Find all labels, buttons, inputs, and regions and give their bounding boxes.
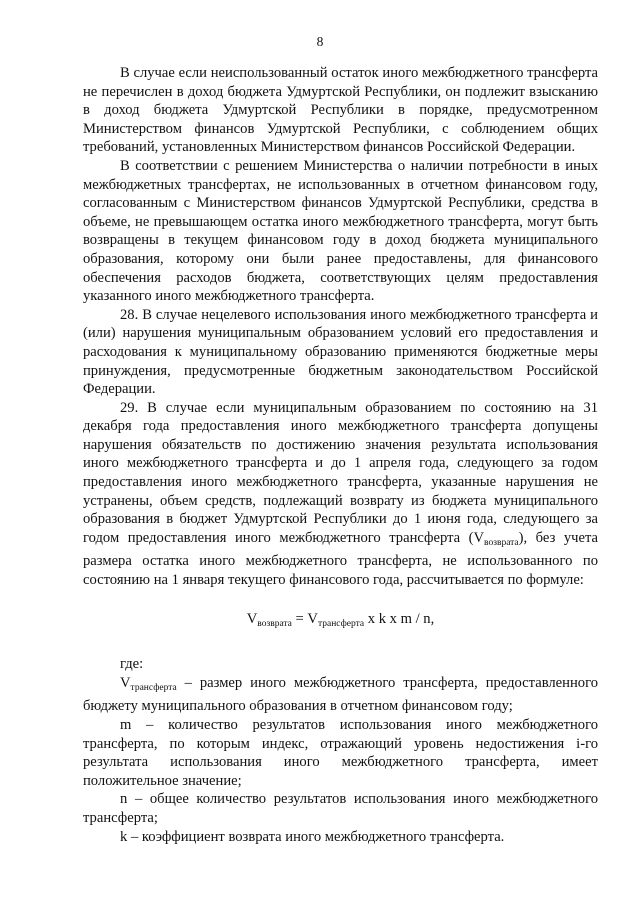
definition-v-sub: трансферта bbox=[130, 682, 177, 693]
page-number: 8 bbox=[316, 34, 324, 49]
paragraph-unused-balance: В случае если неиспользованный остаток иного межбюджетного трансферта не перечислен в доход бюджета Удмуртской Республики, он подлежит взысканию в доход бюджета Удмуртской Республики в порядке, предусмотренном Министерством финансов Удмуртской Республики, с соблюдением общих требований, установленных Министерством финансов Российской Федерации. bbox=[83, 65, 598, 156]
paragraph-ministry-decision: В соответствии с решением Министерства о наличии потребности в иных межбюджетных трансфертах, не использованных в отчетном финансовом году, согласованным с Министерством финансов Удмуртской Республики, средства в объеме, не превышающем остатка иного межбюджетного трансферта, могут быть возвращены в текущем финансовом году в доход бюджета муниципального образования, которому они были ранее предоставлены, для финансового обеспечения расходов бюджета, соответствующих целям предоставления указанного иного межбюджетного трансферта. bbox=[83, 157, 598, 305]
where-label: где: bbox=[120, 656, 144, 673]
document-body bbox=[83, 64, 598, 846]
formula-rhs-sub: трансферта bbox=[317, 618, 365, 629]
formula-rest: x k x m / n, bbox=[364, 610, 435, 627]
paragraph-28: 28. В случае нецелевого использования иного межбюджетного трансферта и (или) нарушения муниципальным образованием условий его предоставления и расходования к муниципальному образованию применяются бюджетные меры принуждения, предусмотренные бюджетным законодательством Российской Федерации. bbox=[83, 306, 598, 398]
formula-lhs-sub: возврата bbox=[257, 618, 292, 629]
definition-k: k – коэффициент возврата иного межбюджетного трансферта. bbox=[120, 828, 505, 845]
definition-v-transfer bbox=[83, 674, 598, 716]
subscript-vozvrata: возврата bbox=[484, 537, 519, 548]
definition-n: n – общее количество результатов использования иного межбюджетного трансферта; bbox=[83, 791, 598, 826]
paragraph-29-text-end: ), без учета размера остатка иного межбюджетного трансферта, не использованного по состоянию на 1 января текущего финансового года, рассчитывается по формуле: bbox=[83, 529, 598, 589]
paragraph-29 bbox=[83, 399, 598, 590]
formula bbox=[83, 610, 598, 634]
formula-lhs: V bbox=[246, 610, 258, 627]
formula-equals: = V bbox=[291, 610, 318, 627]
definition-v-text: – размер иного межбюджетного трансферта, предоставленного бюджету муниципального образования в отчетном финансовом году; bbox=[83, 674, 598, 715]
paragraph-29-text: 29. В случае если муниципальным образованием по состоянию на 31 декабря года предоставления иного межбюджетного трансферта допущены нарушения обязательств по достижению значения результата использования иного межбюджетного трансферта и до 1 апреля года, следующего за годом предоставления иного межбюджетного трансферта, указанные нарушения не устранены, объем средств, подлежащий возврату из бюджета муниципального образования в бюджет Удмуртской Республики до 1 июня года, следующего за годом предоставления иного межбюджетного трансферта (V bbox=[83, 399, 598, 546]
definition-m: m – количество результатов использования иного межбюджетного трансферта, по которым индекс, отражающий уровень недостижения i-го результата использования иного межбюджетного трансферта, имеет положительное значение; bbox=[83, 717, 598, 789]
definition-v-symbol: V bbox=[120, 674, 131, 691]
